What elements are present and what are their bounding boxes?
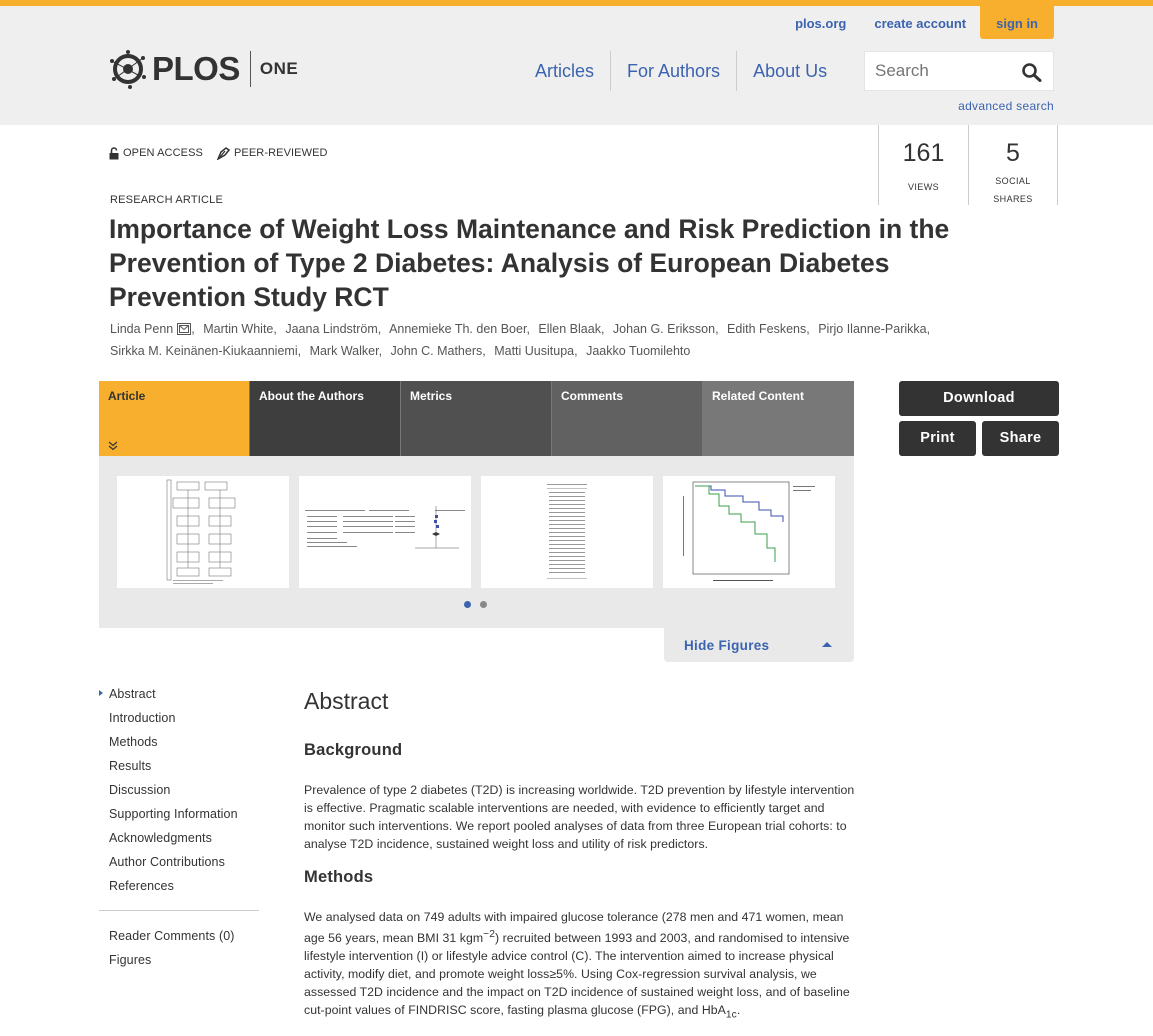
tab-about-authors[interactable]: [250, 381, 401, 456]
tab-metrics-label: Metrics: [410, 389, 453, 403]
author-name[interactable]: John C. Mathers: [390, 344, 483, 358]
peer-reviewed-icon: [217, 146, 230, 160]
author-name[interactable]: Jaana Lindström: [285, 322, 378, 336]
carousel-dot-active[interactable]: [464, 601, 471, 608]
article-toc: [109, 683, 269, 899]
secondary-toc: [109, 925, 235, 973]
author-name[interactable]: Matti Uusitupa: [494, 344, 575, 358]
forest-plot-figure-image: [299, 476, 471, 588]
chevron-down-icon: [108, 440, 118, 454]
table-figure-image: [481, 476, 653, 588]
search-box: [864, 51, 1054, 91]
figure-thumbnail[interactable]: [481, 476, 653, 588]
shares-label-line2: SHARES: [993, 194, 1033, 204]
sign-in-button[interactable]: sign in: [980, 6, 1054, 39]
logo-one-text: ONE: [259, 59, 299, 78]
main-nav: [519, 51, 843, 91]
methods-superscript: −2: [483, 929, 495, 940]
figure-thumbnail[interactable]: [299, 476, 471, 588]
email-icon[interactable]: [177, 323, 191, 335]
logo-plos-text: PLOS: [152, 50, 240, 87]
nav-for-authors[interactable]: For Authors: [610, 51, 736, 91]
article-badges: [109, 146, 342, 160]
survival-curve-figure-image: [663, 476, 835, 588]
flowchart-figure-image: [117, 476, 289, 588]
author-name[interactable]: Martin White: [203, 322, 274, 336]
toc-author-contributions[interactable]: Author Contributions: [109, 855, 225, 869]
author-list: Linda Penn , Martin White, Jaana Lindström, Annemieke Th. den Boer, Ellen Blaak, Johan G. Eriksson, Edith Feskens, Pirjo Ilanne-Parikka, Sirkka M. Keinänen-Kiukaanniemi, Mark Walker, John C. Mathers, Matti Uusitupa, Jaakko Tuomilehto: [110, 322, 931, 358]
article-type: RESEARCH ARTICLE: [110, 194, 224, 206]
tab-comments-label: Comments: [561, 389, 624, 403]
article-title: Importance of Weight Loss Maintenance and Risk Prediction in the Prevention of Type 2 Diabetes: Analysis of European Diabetes Prevention Study RCT: [109, 214, 950, 312]
nav-articles[interactable]: Articles: [535, 61, 595, 81]
views-metric[interactable]: [878, 125, 968, 205]
author-name[interactable]: Sirkka M. Keinänen-Kiukaanniemi: [110, 344, 298, 358]
shares-label-line1: SOCIAL: [995, 176, 1031, 186]
tab-related-content-label: Related Content: [712, 389, 805, 403]
methods-text: [304, 908, 856, 1025]
views-label: VIEWS: [907, 182, 939, 192]
methods-text-part1: We analysed data on 749 adults with impaired glucose tolerance (278 men and 471 women, mean age 56 years, mean BMI 31 kgm: [304, 910, 844, 946]
article-tabs: [99, 381, 854, 456]
author-name[interactable]: Jaakko Tuomilehto: [586, 344, 691, 358]
tab-article-label: Article: [108, 389, 146, 403]
print-button[interactable]: Print: [899, 421, 976, 456]
caret-up-icon: [822, 642, 832, 647]
toc-reader-comments[interactable]: Reader Comments (0): [109, 929, 235, 943]
abstract-heading: Abstract: [304, 688, 389, 714]
methods-heading: Methods: [304, 868, 374, 886]
abstract-section: [304, 688, 856, 1025]
tab-comments[interactable]: [552, 381, 703, 456]
download-button[interactable]: Download: [899, 381, 1059, 416]
plos-org-link[interactable]: plos.org: [795, 16, 847, 31]
background-heading: Background: [304, 741, 403, 759]
create-account-link[interactable]: create account: [874, 16, 967, 31]
methods-text-part3: .: [736, 1003, 741, 1018]
figure-thumbnail[interactable]: [117, 476, 289, 588]
methods-text-part2: ) recruited between 1993 and 2003, and randomised to intensive lifestyle intervention (I) or lifestyle advice control (C). The intervention aimed to increase physical activity, modify diet, and promote weight loss≥5%. Using Cox-regression survival analysis, we assessed T2D incidence and the impact on T2D incidence of sustained weight loss, and of baseline cut-point values of FINDRISC score, fasting plasma glucose (FPG), and HbA: [304, 931, 850, 1018]
toc-figures[interactable]: Figures: [109, 953, 152, 967]
background-text: Prevalence of type 2 diabetes (T2D) is increasing worldwide. T2D prevention by lifestyle intervention is effective. Pragmatic scalable interventions are needed, with evidence to efficiently target and monitor such interventions. We report pooled analyses of data from three European trial cohorts: to analyse T2D incidence, sustained weight loss and utility of risk predictors.: [304, 783, 855, 851]
toc-discussion[interactable]: Discussion: [109, 783, 171, 797]
author-name[interactable]: Pirjo Ilanne-Parikka: [818, 322, 927, 336]
author-name[interactable]: Mark Walker: [309, 344, 379, 358]
author-name[interactable]: Ellen Blaak: [538, 322, 601, 336]
toc-results[interactable]: Results: [109, 759, 152, 773]
hide-figures-label: Hide Figures: [684, 638, 770, 653]
open-access-label: OPEN ACCESS: [123, 147, 203, 159]
toc-methods[interactable]: Methods: [109, 735, 158, 749]
peer-reviewed-badge[interactable]: [217, 146, 328, 160]
figure-thumbnail[interactable]: [663, 476, 835, 588]
search-input[interactable]: [865, 52, 1015, 90]
tab-related-content[interactable]: [703, 381, 854, 456]
open-access-badge[interactable]: [109, 147, 203, 160]
author-name[interactable]: Johan G. Eriksson: [612, 322, 716, 336]
toc-introduction[interactable]: Introduction: [109, 711, 176, 725]
methods-subscript: 1c: [725, 1009, 737, 1021]
toc-acknowledgments[interactable]: Acknowledgments: [109, 831, 212, 845]
toc-abstract[interactable]: Abstract: [109, 683, 269, 707]
toc-references[interactable]: References: [109, 879, 174, 893]
author-name[interactable]: Edith Feskens: [727, 322, 807, 336]
author-name[interactable]: Annemieke Th. den Boer: [389, 322, 527, 336]
plos-one-logo[interactable]: [108, 48, 298, 90]
search-icon[interactable]: [1021, 62, 1043, 82]
shares-metric[interactable]: [968, 125, 1058, 205]
author-name[interactable]: Linda Penn: [110, 322, 174, 336]
carousel-dot[interactable]: [480, 601, 487, 608]
shares-count: 5: [1006, 139, 1020, 167]
open-lock-icon: [109, 147, 119, 160]
views-count: 161: [902, 139, 945, 167]
tab-about-authors-label: About the Authors: [259, 389, 364, 403]
peer-reviewed-label: PEER-REVIEWED: [233, 147, 328, 159]
toc-supporting-information[interactable]: Supporting Information: [109, 807, 238, 821]
utility-nav: [781, 6, 1054, 39]
plos-logo-icon: [108, 49, 148, 89]
advanced-search-link[interactable]: advanced search: [958, 99, 1054, 113]
toc-divider: [99, 910, 259, 911]
share-button[interactable]: Share: [982, 421, 1059, 456]
nav-about-us[interactable]: About Us: [736, 51, 843, 91]
figure-carousel: [99, 456, 854, 628]
hide-figures-toggle[interactable]: [664, 628, 854, 662]
tab-article[interactable]: [99, 381, 250, 462]
tab-metrics[interactable]: [401, 381, 552, 456]
carousel-pagination: [464, 601, 496, 608]
logo-divider: [250, 51, 251, 87]
